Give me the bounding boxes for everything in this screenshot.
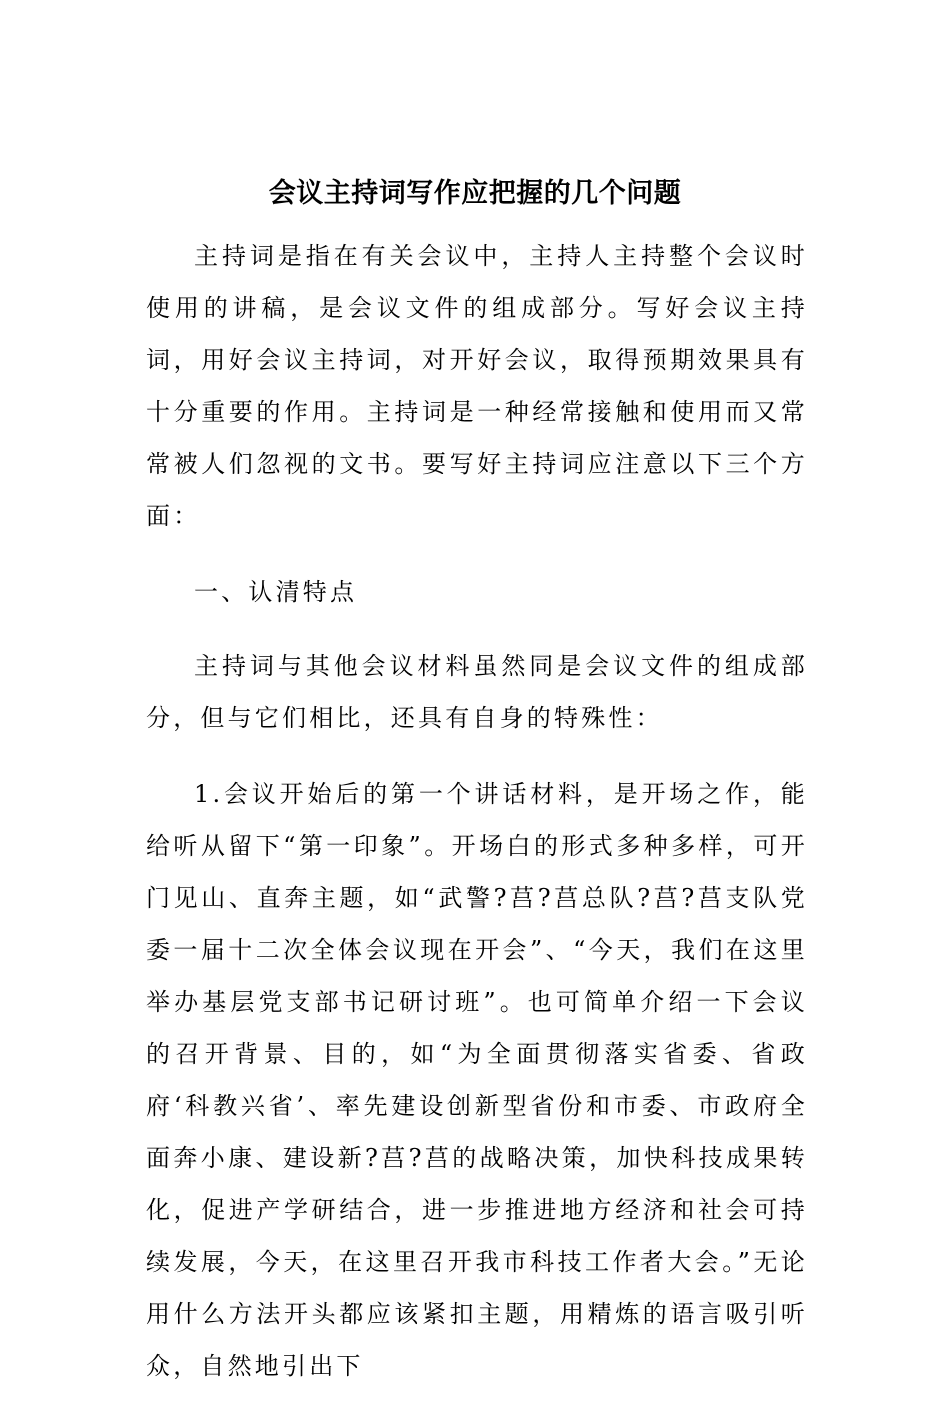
- section-heading-1: 一、认清特点: [194, 578, 358, 606]
- paragraph-intro: 主持词是指在有关会议中，主持人主持整个会议时使用的讲稿，是会议文件的组成部分。写好会议主持词，用好会议主持词，对开好会议，取得预期效果具有十分重要的作用。主持词是一种经常接触和使用而又常常被人们忽视的文书。要写好主持词应注意以下三个方面：: [146, 242, 808, 530]
- document-title: 会议主持词写作应把握的几个问题: [268, 178, 682, 209]
- paragraph-point-1: 1.会议开始后的第一个讲话材料，是开场之作，能给听从留下“第一印象”。开场白的形式多种多样，可开门见山、直奔主题，如“武警?莒?莒总队?莒?莒支队党委一届十二次全体会议现在开会”、“今天，我们在这里举办基层党支部书记研讨班”。也可简单介绍一下会议的召开背景、目的，如“为全面贯彻落实省委、省政府‘科教兴省’、率先建设创新型省份和市委、市政府全面奔小康、建设新?莒?莒的战略决策，加快科技成果转化，促进产学研结合，进一步推进地方经济和社会可持续发展，今天，在这里召开我市科技工作者大会。”无论用什么方法开头都应该紧扣主题，用精炼的语言吸引听众，自然地引出下: [146, 780, 808, 1380]
- paragraph-characteristics: 主持词与其他会议材料虽然同是会议文件的组成部分，但与它们相比，还具有自身的特殊性：: [146, 652, 808, 732]
- document-body: [146, 230, 808, 1416]
